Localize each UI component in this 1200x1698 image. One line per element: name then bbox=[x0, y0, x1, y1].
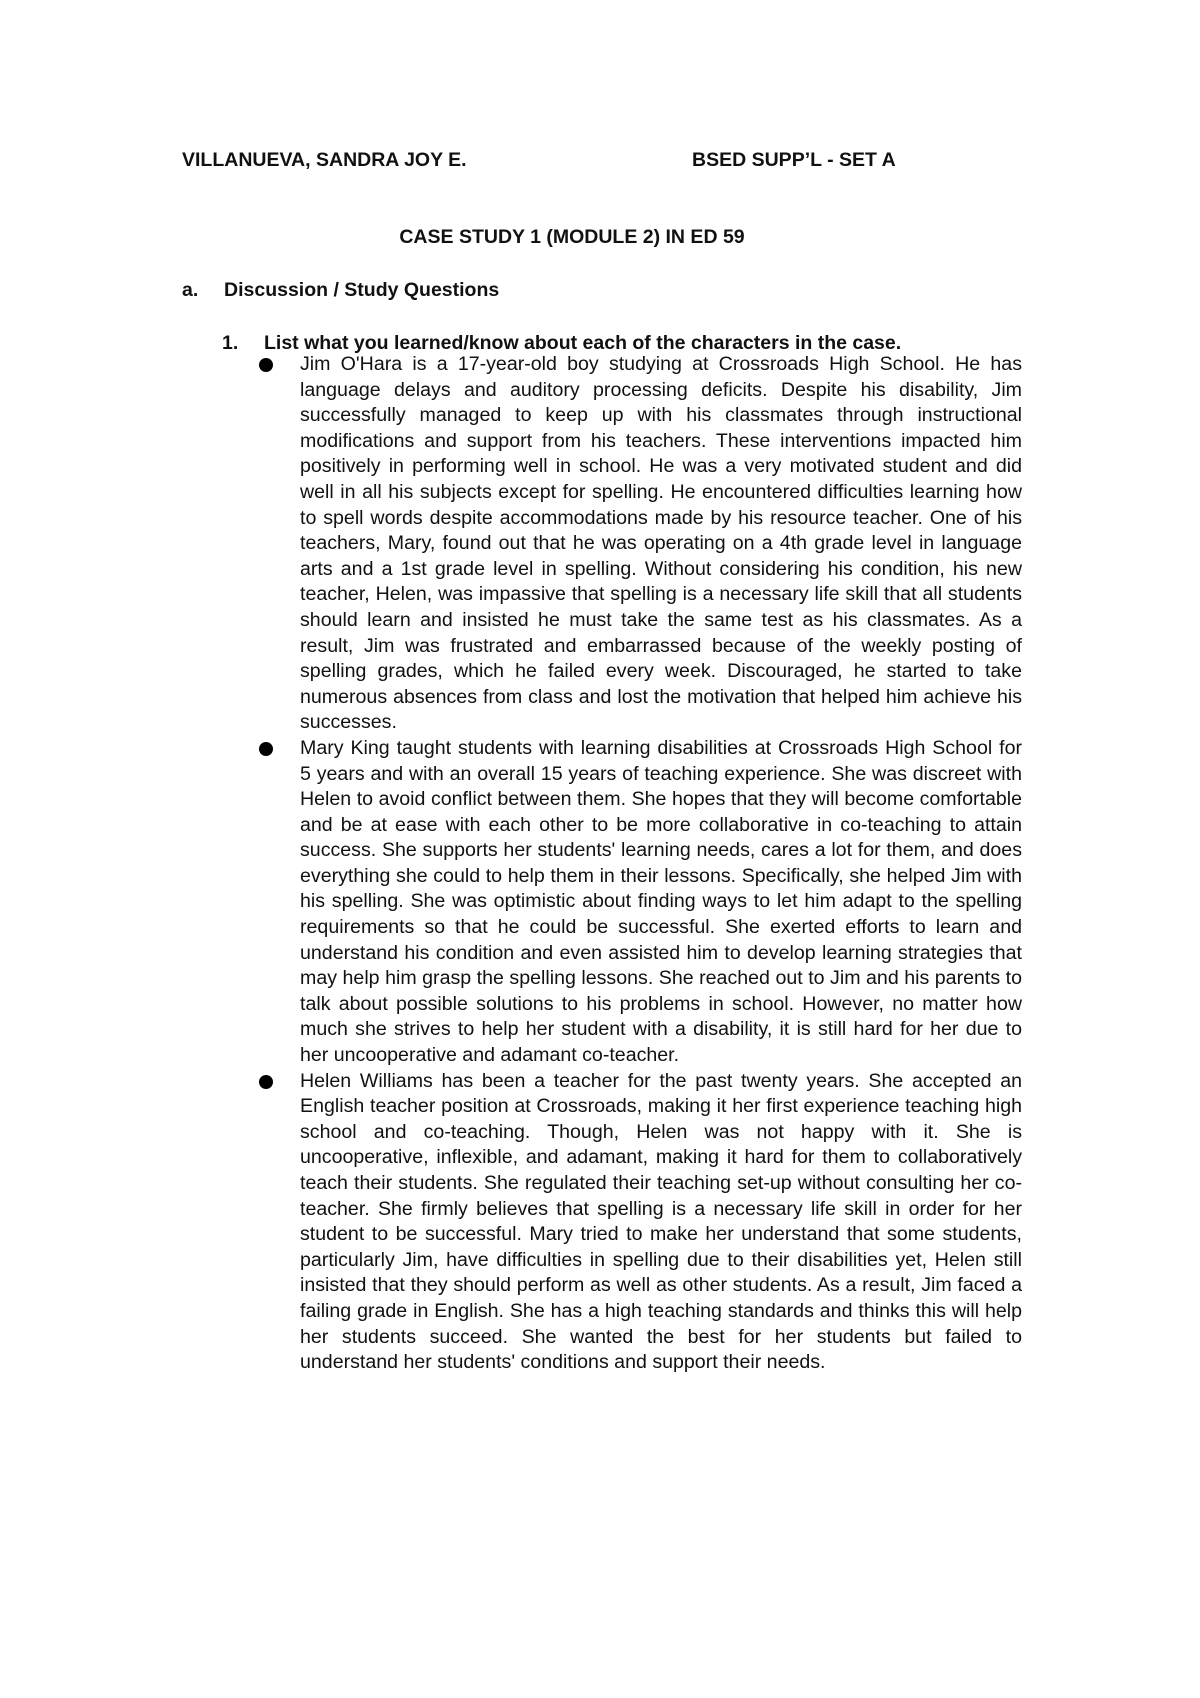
document-title: CASE STUDY 1 (MODULE 2) IN ED 59 bbox=[399, 226, 745, 248]
character-bullet-list bbox=[300, 352, 1022, 1376]
bullet-jim-text: Jim O'Hara is a 17-year-old boy studying at Crossroads High School. He has language delays and auditory processing deficits. Despite his disability, Jim successfully managed to keep up with his classmates through instructional modifications and support from his teachers. These interventions impacted him positively in performing well in school. He was a very motivated student and did well in all his subjects except for spelling. He encountered difficulties learning how to spell words despite accommodations made by his resource teacher. One of his teachers, Mary, found out that he was operating on a 4th grade level in language arts and a 1st grade level in spelling. Without considering his condition, his new teacher, Helen, was impassive that spelling is a necessary life skill that all students should learn and insisted he must take the same test as his classmates. As a result, Jim was frustrated and embarrassed because of the weekly posting of spelling grades, which he failed every week. Discouraged, he started to take numerous absences from class and lost the motivation that helped him achieve his successes. bbox=[300, 353, 1022, 734]
student-name: VILLANUEVA, SANDRA JOY E. bbox=[182, 149, 467, 171]
section-marker: a. bbox=[182, 279, 199, 301]
bullet-jim bbox=[300, 352, 1022, 736]
bullet-icon bbox=[259, 1075, 273, 1089]
bullet-mary bbox=[300, 736, 1022, 1069]
section-heading-text: Discussion / Study Questions bbox=[224, 279, 500, 301]
course-set: BSED SUPP’L - SET A bbox=[692, 149, 896, 171]
bullet-icon bbox=[259, 742, 273, 756]
question-text: List what you learned/know about each of the characters in the case. bbox=[264, 332, 902, 354]
section-heading bbox=[182, 278, 499, 302]
bullet-mary-text: Mary King taught students with learning disabilities at Crossroads High School for 5 years and with an overall 15 years of teaching experience. She was discreet with Helen to avoid conflict between them. She hopes that they will become comfortable and be at ease with each other to be more collaborative in co-teaching to attain success. She supports her students' learning needs, cares a lot for them, and does everything she could to help them in their lessons. Specifically, she helped Jim with his spelling. She was optimistic about finding ways to let him adapt to the spelling requirements so that he could be successful. She exerted efforts to learn and understand his condition and even assisted him to develop learning strategies that may help him grasp the spelling lessons. She reached out to Jim and his parents to talk about possible solutions to his problems in school. However, no matter how much she strives to help her student with a disability, it is still hard for her due to her uncooperative and adamant co-teacher. bbox=[300, 736, 1022, 1067]
bullet-helen-text: Helen Williams has been a teacher for the past twenty years. She accepted an English teacher position at Crossroads, making it her first experience teaching high school and co-teaching. Though, Helen was not happy with it. She is uncooperative, inflexible, and adamant, making it hard for them to collaboratively teach their students. She regulated their teaching set-up without consulting her co-teacher. She firmly believes that spelling is a necessary life skill in order for her student to be successful. Mary tried to make her understand that some students, particularly Jim, have difficulties in spelling due to their disabilities yet, Helen still insisted that they should perform as well as other students. As a result, Jim faced a failing grade in English. She has a high teaching standards and thinks this will help her students succeed. She wanted the best for her students but failed to understand her students' conditions and support their needs. bbox=[300, 1069, 1022, 1374]
bullet-icon bbox=[259, 358, 273, 372]
question-number: 1. bbox=[222, 332, 239, 354]
bullet-helen bbox=[300, 1069, 1022, 1376]
